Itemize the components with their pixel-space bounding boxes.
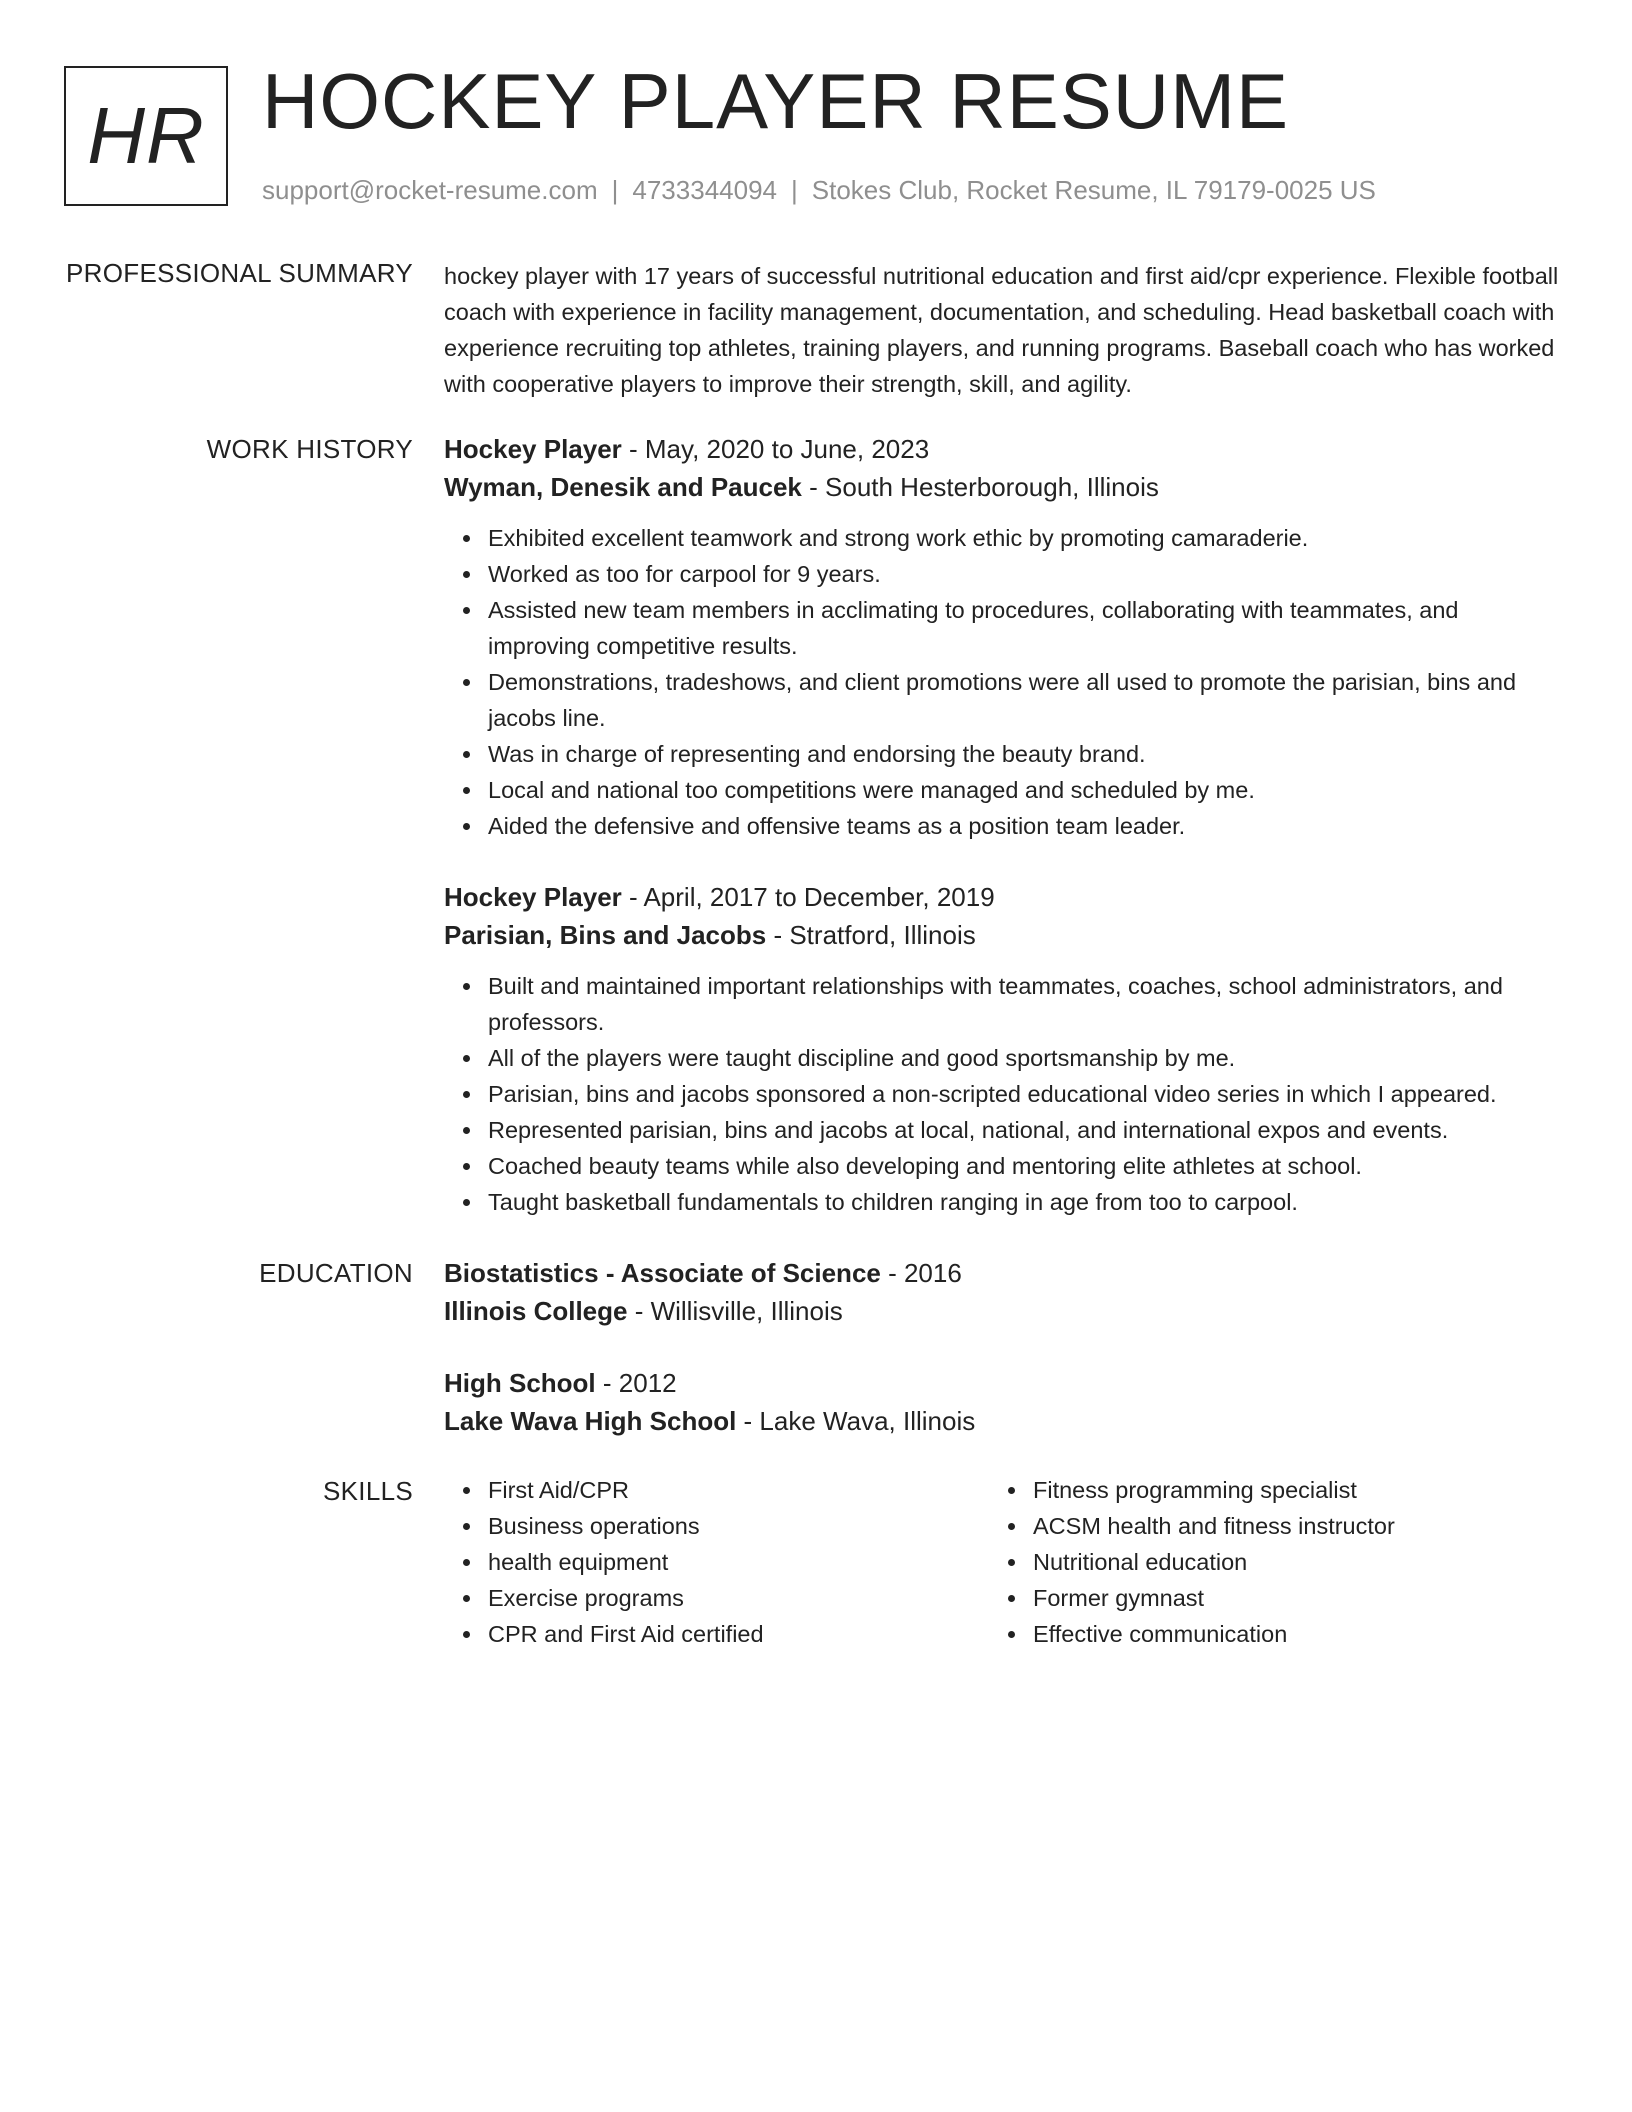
- bullet-item: All of the players were taught discipline and good sportsmanship by me.: [488, 1040, 1564, 1076]
- contact-email[interactable]: support@rocket-resume.com: [262, 175, 598, 205]
- skill-item: Nutritional education: [1033, 1544, 1534, 1580]
- bullet-item: Was in charge of representing and endorsing the beauty brand.: [488, 736, 1564, 772]
- education-location: - Willisville, Illinois: [627, 1296, 843, 1326]
- skills-list: [444, 1472, 1564, 1652]
- bullet-item: Assisted new team members in acclimating to procedures, collaborating with teammates, and improving competitive results.: [488, 592, 1564, 664]
- education-entry: [444, 1364, 1564, 1440]
- education-school-line: [444, 1292, 1564, 1330]
- job-bullets: [444, 968, 1564, 1220]
- job-entry: [444, 430, 1564, 844]
- bullet-item: Aided the defensive and offensive teams as a position team leader.: [488, 808, 1564, 844]
- job-entry: [444, 878, 1564, 1220]
- section-label-education: EDUCATION: [259, 1258, 413, 1288]
- job-company-line: [444, 468, 1564, 506]
- skills-column-right: [989, 1472, 1534, 1652]
- job-company: Parisian, Bins and Jacobs: [444, 920, 767, 950]
- education-year: - 2012: [595, 1368, 677, 1398]
- skills-column-left: [444, 1472, 989, 1652]
- bullet-item: Worked as too for carpool for 9 years.: [488, 556, 1564, 592]
- bullet-item: Represented parisian, bins and jacobs at local, national, and international expos and events.: [488, 1112, 1564, 1148]
- job-bullets: [444, 520, 1564, 844]
- job-dates: - May, 2020 to June, 2023: [621, 434, 930, 464]
- skills-bullets: [444, 1472, 989, 1652]
- job-dates: - April, 2017 to December, 2019: [621, 882, 995, 912]
- summary-text: hockey player with 17 years of successful nutritional education and first aid/cpr experience. Flexible football coach with experience in facility management, documentation, and scheduling. Head basketball coach with experience recruiting top athletes, training players, and running programs. Baseball coach who has worked with cooperative players to improve their strength, skill, and agility.: [444, 263, 1559, 397]
- section-label-skills: SKILLS: [323, 1476, 413, 1506]
- education-degree: Biostatistics - Associate of Science: [444, 1258, 881, 1288]
- skill-item: health equipment: [488, 1544, 989, 1580]
- job-title-line: [444, 430, 1564, 468]
- education-entry: [444, 1254, 1564, 1330]
- contact-phone[interactable]: 4733344094: [632, 175, 777, 205]
- bullet-item: Local and national too competitions were managed and scheduled by me.: [488, 772, 1564, 808]
- skill-item: Former gymnast: [1033, 1580, 1534, 1616]
- skill-item: Exercise programs: [488, 1580, 989, 1616]
- job-location: - Stratford, Illinois: [766, 920, 976, 950]
- monogram-logo: HR: [64, 66, 228, 206]
- contact-separator: |: [611, 175, 619, 205]
- education-degree-line: [444, 1254, 1564, 1292]
- education-school: Lake Wava High School: [444, 1406, 737, 1436]
- education-list: [444, 1254, 1564, 1474]
- skill-item: Business operations: [488, 1508, 989, 1544]
- skill-item: ACSM health and fitness instructor: [1033, 1508, 1534, 1544]
- section-label-summary: PROFESSIONAL SUMMARY: [66, 258, 413, 288]
- bullet-item: Exhibited excellent teamwork and strong work ethic by promoting camaraderie.: [488, 520, 1564, 556]
- page-title: HOCKEY PLAYER RESUME: [262, 57, 1290, 145]
- bullet-item: Taught basketball fundamentals to children ranging in age from too to carpool.: [488, 1184, 1564, 1220]
- job-title: Hockey Player: [444, 882, 622, 912]
- section-label-work-history: WORK HISTORY: [206, 434, 413, 464]
- education-degree-line: [444, 1364, 1564, 1402]
- job-location: - South Hesterborough, Illinois: [801, 472, 1159, 502]
- contact-address: Stokes Club, Rocket Resume, IL 79179-0025 US: [811, 175, 1376, 205]
- skills-grid: [444, 1472, 1564, 1652]
- skill-item: Fitness programming specialist: [1033, 1472, 1534, 1508]
- skills-bullets: [989, 1472, 1534, 1652]
- education-degree: High School: [444, 1368, 596, 1398]
- job-title-line: [444, 878, 1564, 916]
- education-location: - Lake Wava, Illinois: [736, 1406, 976, 1436]
- bullet-item: Parisian, bins and jacobs sponsored a non-scripted educational video series in which I appeared.: [488, 1076, 1564, 1112]
- contact-separator: |: [791, 175, 798, 205]
- contact-line: [262, 174, 1376, 206]
- education-year: - 2016: [880, 1258, 962, 1288]
- bullet-item: Coached beauty teams while also developing and mentoring elite athletes at school.: [488, 1148, 1564, 1184]
- bullet-item: Built and maintained important relationships with teammates, coaches, school administrators, and professors.: [488, 968, 1564, 1040]
- skill-item: CPR and First Aid certified: [488, 1616, 989, 1652]
- skill-item: Effective communication: [1033, 1616, 1534, 1652]
- skill-item: First Aid/CPR: [488, 1472, 989, 1508]
- education-school-line: [444, 1402, 1564, 1440]
- education-school: Illinois College: [444, 1296, 628, 1326]
- job-company: Wyman, Denesik and Paucek: [444, 472, 802, 502]
- job-company-line: [444, 916, 1564, 954]
- bullet-item: Demonstrations, tradeshows, and client promotions were all used to promote the parisian, bins and jacobs line.: [488, 664, 1564, 736]
- job-title: Hockey Player: [444, 434, 622, 464]
